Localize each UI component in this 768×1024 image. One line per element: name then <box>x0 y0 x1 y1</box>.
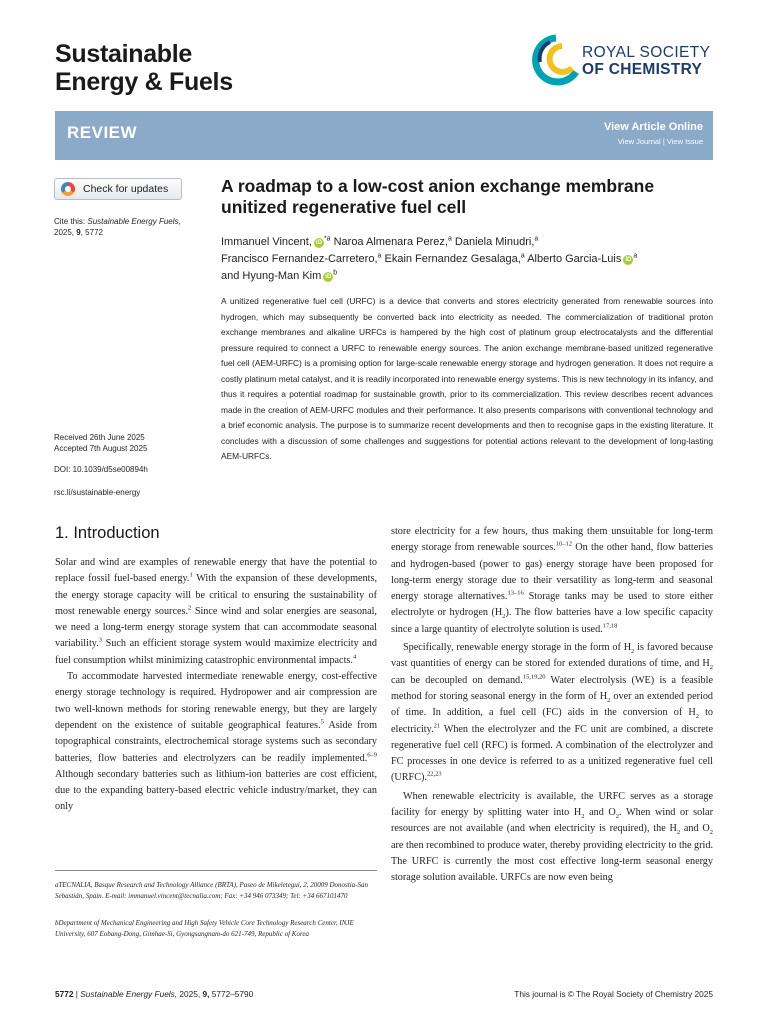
author-name: Alberto Garcia-Luis <box>527 253 622 265</box>
citation-ref[interactable]: 22,23 <box>426 771 442 779</box>
subscript: 2 <box>676 829 681 837</box>
journal-link[interactable]: rsc.li/sustainable-energy <box>54 488 141 497</box>
publisher-line2: OF CHEMISTRY <box>582 61 703 78</box>
author-name: Immanuel Vincent, <box>221 236 312 248</box>
cite-prefix: Cite this: <box>54 217 86 226</box>
subscript: 2 <box>709 664 713 672</box>
citation-ref[interactable]: 10–12 <box>555 540 573 548</box>
crossmark-icon <box>61 182 75 196</box>
cite-page: , 5772 <box>80 228 103 237</box>
citation-ref[interactable]: 21 <box>433 722 441 730</box>
check-for-updates-label: Check for updates <box>83 183 169 195</box>
journal-title <box>55 40 233 96</box>
banner-link-separator: | <box>662 137 665 146</box>
author-affiliation: a <box>447 235 452 243</box>
article-title: A roadmap to a low-cost anion exchange membrane unitized regenerative fuel cell <box>221 176 655 217</box>
citation-ref[interactable]: 4 <box>352 653 357 661</box>
page-footer-citation <box>55 989 253 999</box>
orcid-icon[interactable]: iD <box>325 274 332 280</box>
page-number: 5772 <box>55 989 74 999</box>
author-name: Daniela Minudri, <box>454 236 535 248</box>
author-name: Naroa Almenara Perez, <box>333 236 448 248</box>
paragraph: Solar and wind are examples of renewable energy that have the potential to replace fossil fuel-based energy.$^1$ With the expansion of these developments, the energy storage capacity will be critical to ensuring the sustainability of most renewable energy sources.$^2$ Since wind and solar energies are seasonal, we need a long-term energy storage system that can accommodate seasonal variability.$^3$ Such an efficient storage system would maximize electricity and fuel consumption whilst minimizing catastrophic environmental impacts.$^4$ <box>55 557 377 666</box>
cite-journal: Sustainable Energy Fuels, <box>87 217 181 226</box>
publisher-name <box>582 44 710 78</box>
subscript: 2 <box>615 813 620 821</box>
subscript: 2 <box>695 713 699 721</box>
citation-ref[interactable]: 17,18 <box>602 622 618 630</box>
orcid-icon[interactable]: iD <box>315 240 322 246</box>
subscript: 2 <box>709 829 713 837</box>
author-affiliation: b <box>333 269 338 277</box>
footer-journal: Sustainable Energy Fuels, <box>80 989 178 999</box>
subscript: 2 <box>607 697 611 704</box>
page-footer-copyright: This journal is © The Royal Society of Chemistry 2025 <box>514 989 713 999</box>
citation-ref[interactable]: 15,19,20 <box>522 673 546 681</box>
citation <box>54 216 204 238</box>
footnote-affiliation-a: aTECNALIA, Basque Research and Technology Alliance (BRTA), Paseo de Mikeletegui, 2, 20009 Donostia-San Sebastián, Spain. E-mail: immanuel.vincent@tecnalia.com; Fax: +34 946 073349; Tel: +34 667101470 <box>55 881 369 900</box>
footer-separator: | <box>75 989 78 999</box>
citation-ref[interactable]: 3 <box>98 637 103 645</box>
publisher-line1: ROYAL SOCIETY <box>582 44 711 61</box>
paragraph: To accommodate harvested intermediate renewable energy, cost-effective energy storage technology is required. Hydropower and air compression are two well-known methods for storing renewable energy, but they are largely dependent on the existence of suitable geographical features.$^5$ Aside from topographical constraints, electrochemical storage systems such as secondary batteries, flow batteries and electrolyzers can be readily implemented.$^{6-9}$ Although secondary batteries such as lithium-ion batteries are cost efficient, due to the expanding battery-based electric vehicle industry/market, they can only <box>55 671 377 813</box>
journal-title-line1: Sustainable <box>55 40 193 68</box>
abstract: A unitized regenerative fuel cell (URFC) is a device that converts and stores electricity generated from renewable sources into hydrogen, which may subsequently be converted back into electricity as needed. The commercialization of traditional proton exchange membranes and alkaline URFCs is hampered by the high cost of platinum group electrocatalysts and the differential pressure required to connect a URFC to renewable energy sources. The anion exchange membrane-based unitized regenerative fuel cell (AEM-URFC) is a promising option for large-scale renewable energy storage and hydrogen generation. It does not require a costly platinum metal catalyst, and it is readily incorporated into renewable energy systems. This is new technology in its infancy, and thus it requires a potential roadmap for sustainable growth, prior to its commercialization. This review describes recent advances made in the creation of AEM-URFC modules and their performance. It also presents comparisons with conventional technology and a brief economic analysis. The purpose is to summarize recent developments and then to recognise gaps in the existing literature. It concludes with a discussion of some challenges and suggestions for potential actions relevant to the development of long-lasting AEM-URFCs. <box>221 296 713 462</box>
footer-volume: 9, <box>202 989 210 999</box>
journal-title-line2: Energy & Fuels <box>55 68 233 96</box>
author-affiliation: a <box>534 235 539 243</box>
citation-ref[interactable]: 6–9 <box>367 751 377 759</box>
citation-ref[interactable]: 1 <box>189 571 193 579</box>
author-affiliation: a <box>377 252 382 260</box>
cite-volume: 9 <box>76 228 81 237</box>
orcid-icon[interactable]: iD <box>625 257 632 263</box>
check-for-updates-button[interactable] <box>54 178 182 200</box>
view-journal-link[interactable]: View Journal <box>617 137 661 146</box>
footer-pages: 5772–5790 <box>211 989 254 999</box>
section-heading-introduction: 1. Introduction <box>55 524 160 542</box>
doi[interactable]: DOI: 10.1039/d5se00894h <box>54 465 148 474</box>
paragraph: Specifically, renewable energy storage in the form of $H_2$ is favored because vast quantities of energy can be stored for extended durations of time, and $H_2$ can be decoupled on demand.$^{15,19,20}$ Water electrolysis (WE) is a feasible method for storing seasonal energy in the form of $H_2$ over an extended period of time. In addition, a fuel cell (FC) aids in the conversion of $H_2$ to electricity.$^{21}$ When the electrolyzer and the FC unit are combined, a discrete regenerative fuel cell (RFC) is formed. A combination of the electrolyzer and FC processes in one device is referred to as a unitized regenerative fuel cell (URFC).$^{22,23}$ <box>391 642 714 784</box>
footnote-divider <box>55 870 377 871</box>
accepted-date: Accepted 7th August 2025 <box>54 444 148 453</box>
author-list <box>221 234 721 285</box>
author-name: and Hyung-Man Kim <box>221 270 322 282</box>
banner-links <box>618 137 703 146</box>
view-issue-link[interactable]: View Issue <box>666 137 703 146</box>
body-column-right <box>391 524 713 887</box>
subscript: 2 <box>631 648 635 656</box>
paragraph: When renewable electricity is available, the URFC serves as a storage facility for energy by splitting water into $H_2$ and $O_2$. When wind or solar resources are not available (and when electricity is required), the $H_2$ and $O_2$ are then recombined to produce water, thereby providing electricity to the grid. The URFC is currently the most cost effective long-term seasonal energy storage solution available. URFCs are now even being <box>391 790 713 884</box>
article-type-banner <box>55 111 713 160</box>
footnote-affiliation-b: bDepartment of Mechanical Engineering and High Safety Vehicle Core Technology Research Center, INJE University, 607 Eobang-Dong, Gimhae-Si, Gyongsangnam-do 621-749, Republic of Korea <box>55 919 354 938</box>
author-affiliation: *a <box>323 235 331 243</box>
view-article-online-link[interactable]: View Article Online <box>603 121 703 133</box>
author-affiliation: a <box>633 252 638 260</box>
citation-ref[interactable]: 2 <box>188 604 192 612</box>
author-name: Francisco Fernandez-Carretero, <box>221 253 378 265</box>
footer-year: 2025, <box>179 989 201 999</box>
subscript: 2 <box>581 813 585 821</box>
subscript: 2 <box>502 613 506 621</box>
citation-ref[interactable]: 5 <box>320 718 324 726</box>
body-column-left <box>55 555 377 816</box>
citation-ref[interactable]: 13–16 <box>507 589 524 597</box>
author-affiliation: a <box>520 252 525 260</box>
paragraph: store electricity for a few hours, thus making them unsuitable for long-term energy storage from renewable sources.$^{10-12}$ On the other hand, flow batteries and hydrogen-based (power to gas) energy storage have been proposed for long-term energy storage due to their versatility as long-term and seasonal energy storage alternatives.$^{13-16}$ Storage tanks may be used to store either electrolyte or hydrogen $(H_2)$. The flow batteries have a low specific capacity since a large quantity of electrolyte solution is used.$^{17,18}$ <box>391 526 714 635</box>
cite-year: 2025, <box>54 228 75 237</box>
received-date: Received 26th June 2025 <box>54 433 145 442</box>
author-name: Ekain Fernandez Gesalaga, <box>384 253 521 265</box>
article-type-label: REVIEW <box>67 123 138 142</box>
